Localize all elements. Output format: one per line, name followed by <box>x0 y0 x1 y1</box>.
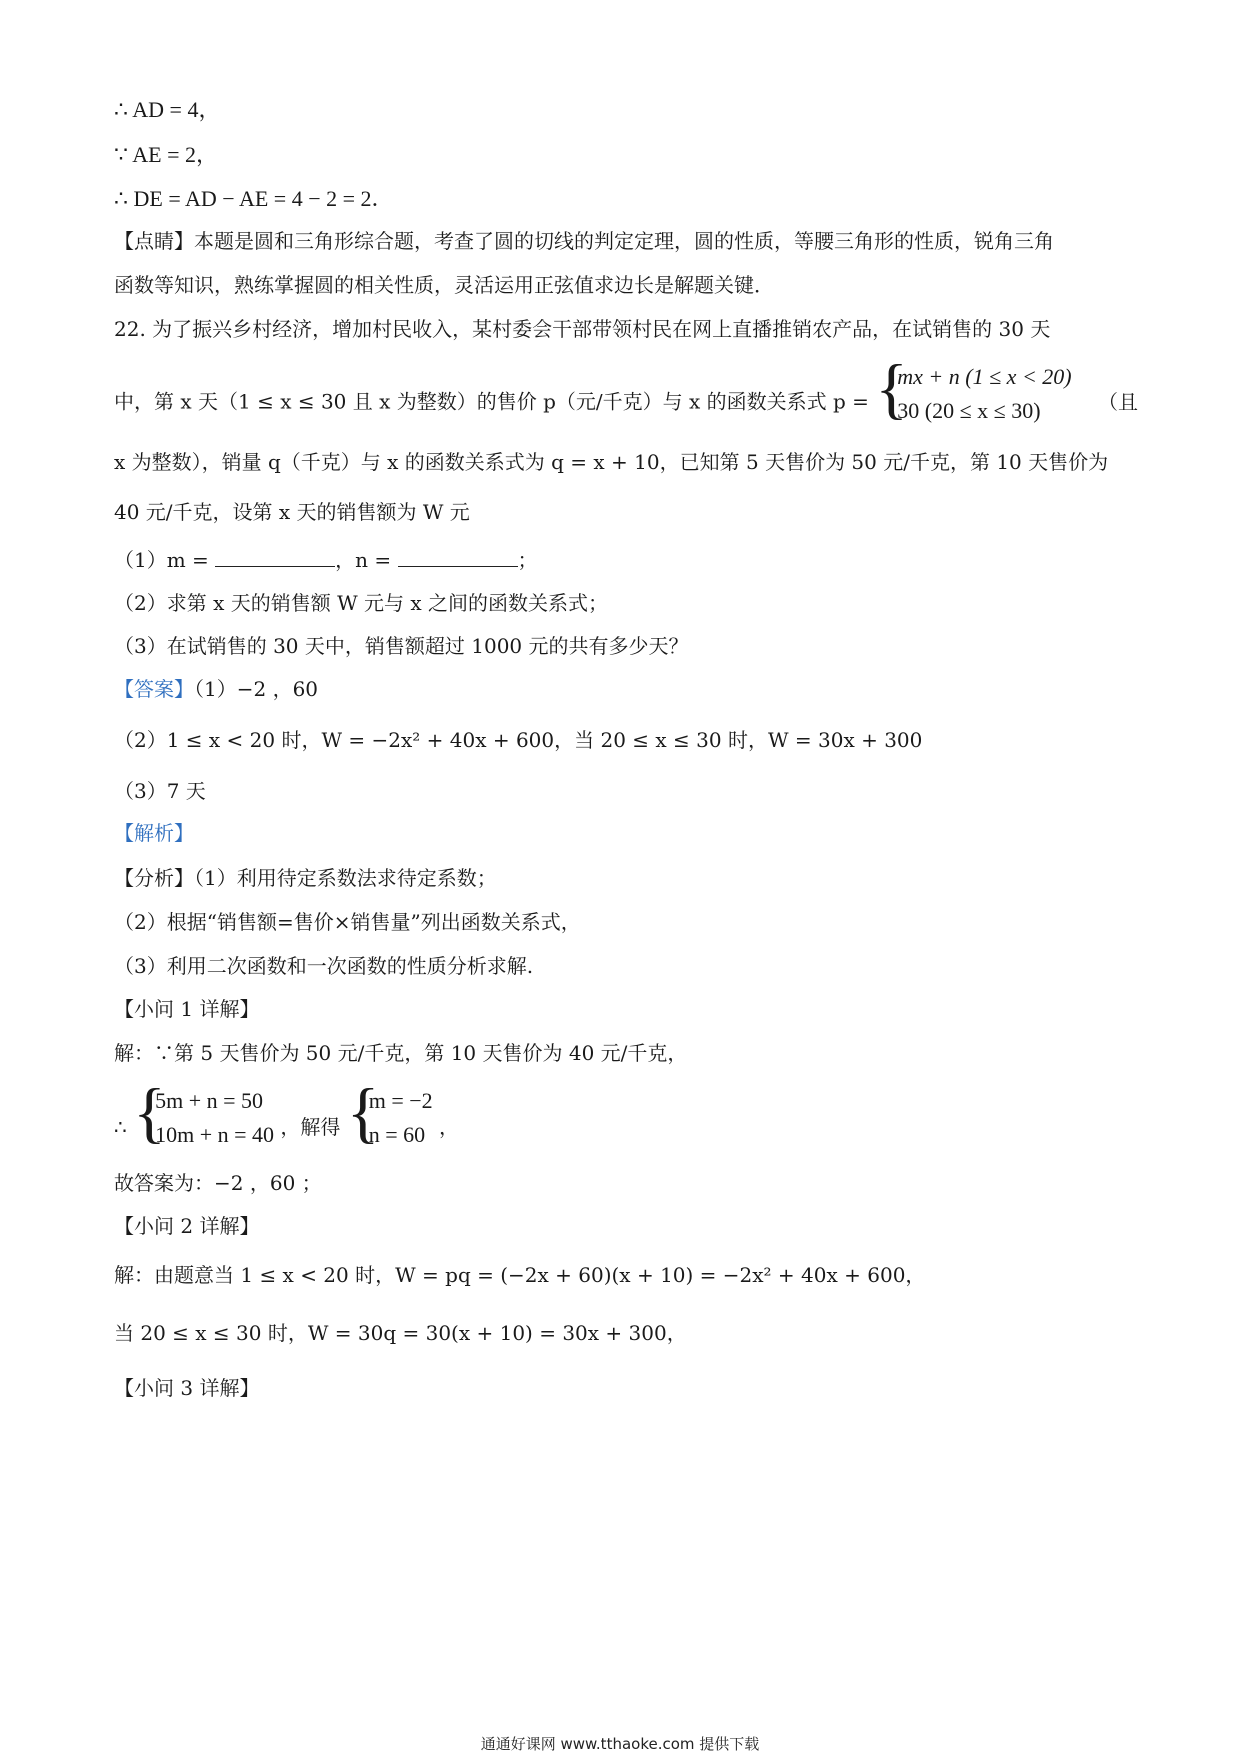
piece-2: 30 (20 ≤ x ≤ 30) <box>897 398 1041 423</box>
answer-line-3: （3）7 天 <box>114 779 206 803</box>
answer-1: （1）−2 ，60 <box>194 677 319 701</box>
analysis-f-tag: 【分析】 <box>114 866 194 890</box>
detail-1-answer: 故答案为：−2 ，60 ； <box>114 1171 322 1195</box>
left-brace: { <box>133 1074 166 1150</box>
sub-question-3: （3）在试销售的 30 天中，销售额超过 1000 元的共有多少天？ <box>114 634 689 658</box>
line-ae: ∵ AE = 2， <box>114 142 219 167</box>
analysis-line-2: （2）根据“销售额=售价×销售量”列出函数关系式， <box>114 910 581 934</box>
therefore-symbol: ∴ <box>114 1115 127 1139</box>
comment-tag: 【点睛】 <box>114 229 194 253</box>
detail-1-line-1: 解：∵第 5 天售价为 50 元/千克，第 10 天售价为 40 元/千克， <box>114 1041 688 1065</box>
comment-line-2: 函数等知识，熟练掌握圆的相关性质，灵活运用正弦值求边长是解题关键． <box>114 273 774 297</box>
comment-text-1: 本题是圆和三角形综合题，考查了圆的切线的判定定理，圆的性质，等腰三角形的性质，锐角三角 <box>194 229 1054 253</box>
answer-line-2: （2）1 ≤ x < 20 时，W = −2x² + 40x + 600，当 20 ≤ x ≤ 30 时，W = 30x + 300 <box>114 728 923 752</box>
sub1-m-label: （1）m = <box>114 548 209 572</box>
question-22-line-2 <box>114 350 1138 426</box>
piecewise-price-function <box>875 350 1072 443</box>
comment-line-1 <box>114 228 1054 254</box>
solution-system <box>346 1074 433 1170</box>
analysis-f1: （1）利用待定系数法求待定系数； <box>194 866 497 890</box>
detail-3-tag: 【小问 3 详解】 <box>114 1376 260 1400</box>
left-brace: { <box>875 350 908 426</box>
solution-n: n = 60 <box>368 1122 426 1147</box>
detail-1-system <box>114 1074 460 1154</box>
page-footer: 通通好课网 www.tthaoke.com 提供下载 <box>480 1735 760 1753</box>
solve-text: ，解得 <box>280 1115 341 1139</box>
line-ad: ∴ AD = 4， <box>114 97 221 122</box>
equation-2: 10m + n = 40 <box>155 1122 275 1147</box>
line-de: ∴ DE = AD − AE = 4 − 2 = 2． <box>114 186 394 211</box>
analysis-line-3: （3）利用二次函数和一次函数的性质分析求解. <box>114 954 534 978</box>
sub1-end: ； <box>517 548 538 572</box>
analysis-line-1 <box>114 865 497 891</box>
detail-2-line-1: 解：由题意当 1 ≤ x < 20 时，W = pq = (−2x + 60)(x + 10) = −2x² + 40x + 600， <box>114 1263 926 1287</box>
question-22-line-3: x 为整数），销量 q（千克）与 x 的函数关系式为 q = x + 10，已知第 5 天售价为 50 元/千克，第 10 天售价为 <box>114 450 1109 474</box>
detail-2-tag: 【小问 2 详解】 <box>114 1214 260 1238</box>
m-answer-blank <box>215 548 335 567</box>
answer-line-1 <box>114 676 318 702</box>
sub1-n-label: ，n = <box>335 548 392 572</box>
sub-question-2: （2）求第 x 天的销售额 W 元与 x 之间的函数关系式； <box>114 591 608 615</box>
piece-1: mx + n (1 ≤ x < 20) <box>897 364 1072 389</box>
question-22-line-1: 22. 为了振兴乡村经济，增加村民收入，某村委会干部带领村民在网上直播推销农产品，在试销售的 30 天 <box>114 317 1051 341</box>
equation-1: 5m + n = 50 <box>155 1088 264 1113</box>
question-22-line-2-pre: 中，第 x 天（1 ≤ x ≤ 30 且 x 为整数）的售价 p（元/千克）与 x 的函数关系式 p = <box>114 389 869 414</box>
equation-system <box>133 1074 275 1170</box>
detail-1-tag: 【小问 1 详解】 <box>114 997 260 1021</box>
detail-2-line-2: 当 20 ≤ x ≤ 30 时，W = 30q = 30(x + 10) = 30x + 300， <box>114 1321 687 1345</box>
analysis-tag: 【解析】 <box>114 821 194 845</box>
sub-question-1 <box>114 547 538 573</box>
n-answer-blank <box>398 548 518 567</box>
question-22-line-4: 40 元/千克，设第 x 天的销售额为 W 元 <box>114 500 470 524</box>
answer-tag: 【答案】 <box>114 677 194 701</box>
question-22-line-2-post: （且 <box>1097 389 1138 414</box>
solution-end: ， <box>439 1115 460 1139</box>
solution-m: m = −2 <box>368 1088 433 1113</box>
left-brace: { <box>346 1074 380 1150</box>
